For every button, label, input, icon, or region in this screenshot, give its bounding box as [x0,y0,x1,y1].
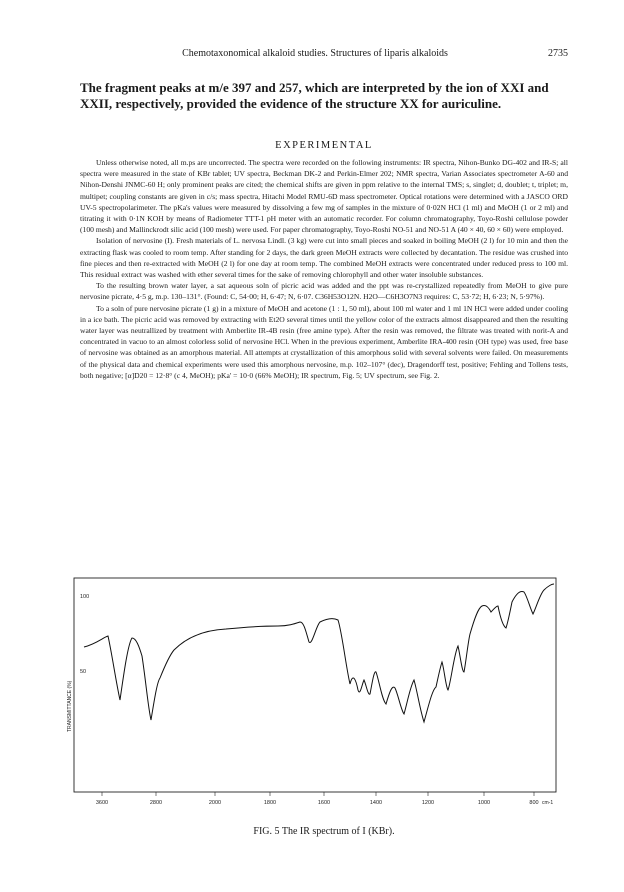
section-heading: EXPERIMENTAL [275,140,373,151]
x-tick-label: 3600 [95,800,109,806]
x-tick-label: 1400 [369,800,383,806]
paragraph-isolation: Isolation of nervosine (I). Fresh materials of L. nervosa Lindl. (3 kg) were cut into small pieces and soaked in boiling MeOH (2 l) for 10 min and then the extracting flask was cooled to room temp. After standing for 2 days, the dark green MeOH extracts were collected by decantation. The residue was crushed into fine pieces and then re-extracted with MeOH (2 l) for one day at room temp. The combined MeOH extracts were concentrated under reduced press to 100 ml. This residual extract was washed with ether several times for the sake of removing chlorophyll and other water insoluble substances. [80,236,568,280]
x-axis-ticks [96,792,539,806]
page-number: 2735 [548,48,568,59]
y-axis-label: TRANSMITTANCE (%) [67,680,73,732]
x-tick-label: 1000 [477,800,491,806]
running-title: Chemotaxonomical alkaloid studies. Structures of liparis alkaloids [182,48,448,59]
y-tick-50: 50 [80,669,87,675]
ir-spectrum-chart [66,572,558,812]
y-tick-100: 100 [80,594,90,600]
x-axis-unit: cm-1 [542,800,554,806]
paragraph-picrate: To the resulting brown water layer, a sat aqueous soln of picric acid was added and the ppt was re-crystallized repeatedly from MeOH to give pure nervosine picrate, 4·5 g, m.p. 130–131°. (Found: C, 54·00; H, 6·47; N, 6·07. C36H53O12N. H2O—C6H3O7N3 requires: C, 53·72; H, 6·23; N, 5·97%). [80,281,568,302]
paragraph-instruments: Unless otherwise noted, all m.ps are uncorrected. The spectra were recorded on the following instruments: IR spectra, Nihon-Bunko DG-402 and IR-S; all spectra were measured in the state of KBr tablet; UV spectra, Beckman DK-2 and Perkin-Elmer 202; NMR spectra, Varian Associates spectrometer A-60 and Nihon-Denshi JNMC-60 H; only prominent peaks are cited; the chemical shifts are given in ppm relative to the internal TMS; s, singlet; d, doublet; t, triplet; m, multipet; coupling constants are given in c/s; mass spectra, Hitachi Model RMU-6D mass spectrometer. Optical rotations were determined with a JASCO ORD UV-5 spectropolarimeter. The pKa's values were measured by dissolving a few mg of samples in the mixture of 0·02N HCl (1 ml) and MeOH (1 or 2 ml) and titrating it with 0·1N KOH by means of Radiometer TTT-1 pH meter with an automatic recorder. For column chromatography, Toyo-Roshi cellulose powder (100 mesh) and Mallinckrodt silic acid (100 mesh) were used. For paper chromatography, Toyo-Roshi NO-51 and NO-51 A (40 × 40, 60 × 60) were employed. [80,158,568,235]
x-tick-label: 800 [529,800,539,806]
spectrum-curve [84,584,554,722]
x-tick-label: 1600 [317,800,331,806]
x-tick-label: 2000 [208,800,222,806]
paragraph-free-base: To a soln of pure nervosine picrate (1 g) in a mixture of MeOH and acetone (1 : 1, 50 ml), about 100 ml water and 1 ml 1N HCl were added under cooling in a ice bath. The picric acid was removed by extracting with Et2O several times until the yellow color of the extracts almost disappeared and then the resulting water layer was neutrallized by treatment with Amberlite IR-4B resin (free amine type). After the resin was removed, the filtrate was treated with norit-A and concentrated in vacuo to an almost colorless solid of nervosine HCl. When in the previous experiment, Amberlite IRA-400 resin (OH type) was used, free base of nervosine was obtained as an amorphous material. All attempts at crystallization of this amorphous solid with several solvents were failed. On measurements of the physical data and chemical experiments were used this amorphous nervosine, m.p. 102–107° (dec), Dragendorff test, positive; Fehling and Tollens tests, both negative; [α]D20 = 12·8° (c 4, MeOH); pKa' = 10·0 (66% MeOH); IR spectrum, Fig. 5; UV spectrum, see Fig. 2. [80,303,568,380]
ir-spectrum-figure [66,572,558,812]
lead-paragraph: The fragment peaks at m/e 397 and 257, which are interpreted by the ion of XXI and XXII, respectively, provided the evidence of the structure XX for auriculine. [80,80,549,111]
figure-caption: FIG. 5 The IR spectrum of I (KBr). [253,826,395,837]
x-tick-label: 1800 [263,800,277,806]
x-tick-label: 2800 [149,800,163,806]
x-tick-label: 1200 [421,800,435,806]
experimental-body [80,157,568,381]
